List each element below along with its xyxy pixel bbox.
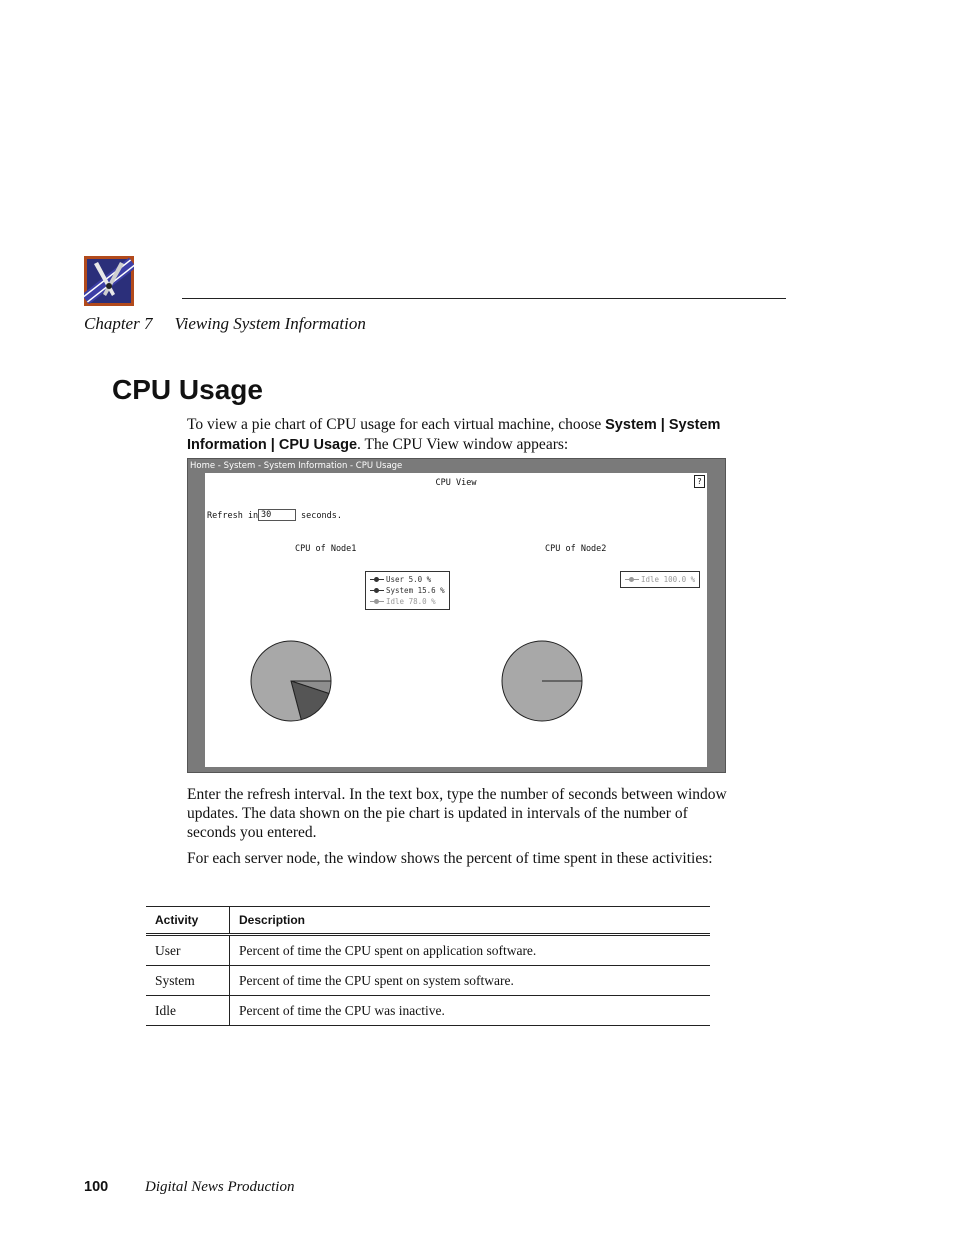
header-rule (182, 298, 786, 299)
cpu-view-screenshot (187, 458, 726, 773)
body-paragraph-2: For each server node, the window shows the percent of time spent in these activities: (187, 850, 713, 867)
breadcrumb: Home - System - System Information - CPU Usage (190, 461, 403, 471)
body-paragraph-1: Enter the refresh interval. In the text box, type the number of seconds between window updates. The data shown on the pie chart is updated in intervals of the number of seconds you entered. (187, 786, 727, 841)
refresh-suffix: seconds. (301, 511, 342, 521)
node1-legend-entry (370, 574, 445, 585)
column-header-description: Description (230, 907, 711, 935)
node1-legend-entry (370, 585, 445, 596)
table-row (146, 996, 710, 1026)
node2-legend-entry (625, 574, 695, 585)
activity-cell: Idle (146, 996, 230, 1026)
activity-table (146, 906, 710, 1026)
description-cell: Percent of time the CPU spent on system software. (230, 966, 711, 996)
page-number: 100 (84, 1179, 109, 1195)
legend-label: System 15.6 % (386, 586, 445, 595)
description-cell: Percent of time the CPU was inactive. (230, 996, 711, 1026)
intro-paragraph: To view a pie chart of CPU usage for each virtual machine, choose System | System Information | CPU Usage. The CPU View window appears: (187, 416, 721, 453)
description-cell: Percent of time the CPU spent on application software. (230, 935, 711, 966)
cpu-view-panel (205, 473, 707, 767)
activity-cell: System (146, 966, 230, 996)
chapter-title: Viewing System Information (174, 314, 366, 333)
running-header (84, 314, 366, 334)
legend-marker-icon (370, 579, 384, 580)
help-icon[interactable]: ? (694, 475, 705, 488)
table-row (146, 966, 710, 996)
product-logo-icon (84, 256, 134, 306)
chapter-label: Chapter 7 (84, 314, 153, 333)
node2-pie-chart (500, 639, 584, 723)
legend-label: Idle 78.0 % (386, 597, 436, 606)
legend-marker-icon (370, 590, 384, 591)
node1-pie-chart (249, 639, 333, 723)
book-title: Digital News Production (145, 1179, 295, 1195)
refresh-row (207, 510, 342, 521)
section-title: CPU Usage (112, 374, 263, 405)
menu-path: System | System Information | CPU Usage (187, 417, 721, 453)
legend-marker-icon (625, 579, 639, 580)
activity-cell: User (146, 935, 230, 966)
window-title: CPU View (435, 478, 477, 488)
legend-label: User 5.0 % (386, 575, 432, 584)
legend-marker-icon (370, 601, 384, 602)
node1-title: CPU of Node1 (295, 544, 357, 554)
table-header-row (146, 907, 710, 935)
node2-title: CPU of Node2 (545, 544, 607, 554)
refresh-interval-input[interactable]: 30 (258, 509, 296, 521)
node1-legend-entry (370, 596, 445, 607)
node2-legend (620, 571, 700, 588)
table-row (146, 935, 710, 966)
column-header-activity: Activity (146, 907, 230, 935)
refresh-label: Refresh in (207, 511, 259, 521)
node1-legend (365, 571, 450, 610)
legend-label: Idle 100.0 % (641, 575, 696, 584)
